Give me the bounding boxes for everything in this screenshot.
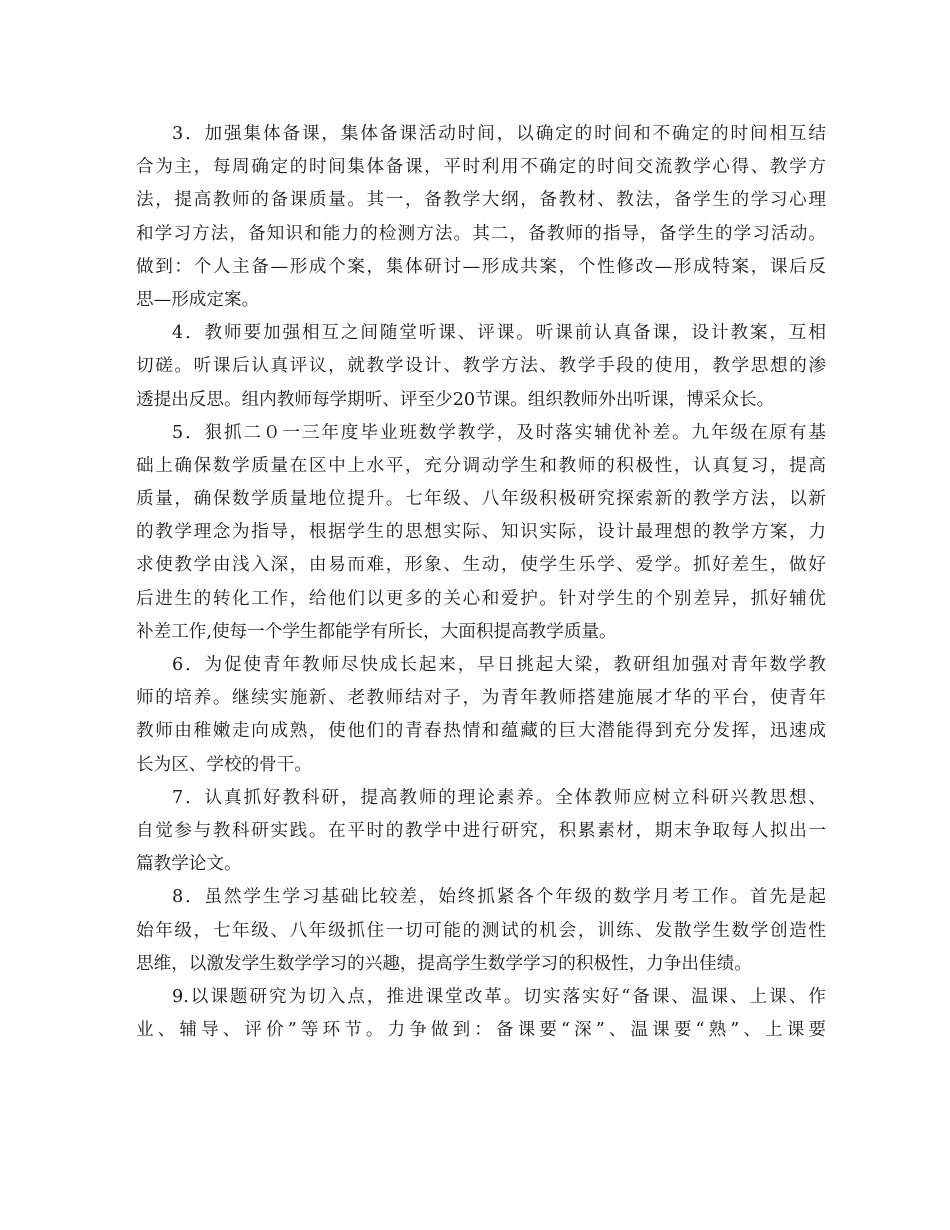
paragraph-line: 合为主，每周确定的时间集体备课，平时利用不确定的时间交流教学心得、教学方 <box>136 157 826 178</box>
paragraph-3 <box>136 118 826 317</box>
paragraph-line: 4．教师要加强相互之间随堂听课、评课。听课前认真备课，设计教案，互相 <box>172 323 826 344</box>
paragraph-line: 篇教学论文。 <box>136 854 242 875</box>
paragraph-6 <box>136 649 826 782</box>
paragraph-line: 教师由稚嫩走向成熟，使他们的青春热情和蕴藏的巨大潜能得到充分发挥，迅速成 <box>136 721 826 742</box>
paragraph-line: 自觉参与教科研实践。在平时的教学中进行研究，积累素材，期末争取每人拟出一 <box>136 820 826 841</box>
paragraph-line: 5．狠抓二０一三年度毕业班数学教学，及时落实辅优补差。九年级在原有基 <box>172 422 826 443</box>
paragraph-line: 法，提高教师的备课质量。其一，备教学大纲，备教材、教法，备学生的学习心理 <box>136 190 826 211</box>
paragraph-9 <box>136 981 826 1047</box>
paragraph-line: 9.以课题研究为切入点，推进课堂改革。切实落实好“备课、温课、上课、作 <box>172 986 826 1007</box>
paragraph-line: 和学习方法，备知识和能力的检测方法。其二，备教师的指导，备学生的学习活动。 <box>136 223 826 244</box>
paragraph-line: 求使教学由浅入深，由易而难，形象、生动，使学生乐学、爱学。抓好差生，做好 <box>136 555 826 576</box>
paragraph-8 <box>136 881 826 981</box>
paragraph-7 <box>136 782 826 882</box>
paragraph-line: 8．虽然学生学习基础比较差，始终抓紧各个年级的数学月考工作。首先是起 <box>172 887 826 908</box>
paragraph-line: 后进生的转化工作，给他们以更多的关心和爱护。针对学生的个别差异，抓好辅优 <box>136 588 826 609</box>
paragraph-line: 础上确保数学质量在区中上水平，充分调动学生和教师的积极性，认真复习，提高 <box>136 455 826 476</box>
paragraph-5 <box>136 417 826 649</box>
paragraph-line: 3．加强集体备课，集体备课活动时间，以确定的时间和不确定的时间相互结 <box>172 124 826 144</box>
paragraph-line: 长为区、学校的骨干。 <box>136 754 312 775</box>
paragraph-line: 业、辅导、评价”等环节。力争做到：备课要“深”、温课要“熟”、上课要 <box>136 1020 826 1041</box>
paragraph-line: 6．为促使青年教师尽快成长起来，早日挑起大梁，教研组加强对青年数学教 <box>172 655 826 675</box>
paragraph-line: 透提出反思。组内教师每学期听、评至少20节课。组织教师外出听课，博采众长。 <box>136 389 775 410</box>
paragraph-line: 始年级，七年级、八年级抓住一切可能的测试的机会，训练、发散学生数学创造性 <box>136 920 826 941</box>
paragraph-line: 思—形成定案。 <box>136 289 260 310</box>
paragraph-line: 思维，以激发学生数学学习的兴趣，提高学生数学学习的积极性，力争出佳绩。 <box>136 953 752 974</box>
paragraph-4 <box>136 317 826 417</box>
paragraph-line: 7．认真抓好教科研，提高教师的理论素养。全体教师应树立科研兴教思想、 <box>172 787 826 808</box>
paragraph-line: 的教学理念为指导，根据学生的思想实际、知识实际，设计最理想的教学方案，力 <box>136 522 826 543</box>
paragraph-line: 师的培养。继续实施新、老教师结对子，为青年教师搭建施展才华的平台，使青年 <box>136 688 826 709</box>
document-body <box>136 118 826 1047</box>
paragraph-line: 质量，确保数学质量地位提升。七年级、八年级积极研究探索新的教学方法，以新 <box>136 489 826 510</box>
paragraph-line: 补差工作,使每一个学生都能学有所长，大面积提高教学质量。 <box>136 621 617 642</box>
paragraph-line: 做到：个人主备—形成个案，集体研讨—形成共案，个性修改—形成特案，课后反 <box>136 256 826 277</box>
paragraph-line: 切磋。听课后认真评议，就教学设计、教学方法、教学手段的使用，教学思想的渗 <box>136 356 826 377</box>
